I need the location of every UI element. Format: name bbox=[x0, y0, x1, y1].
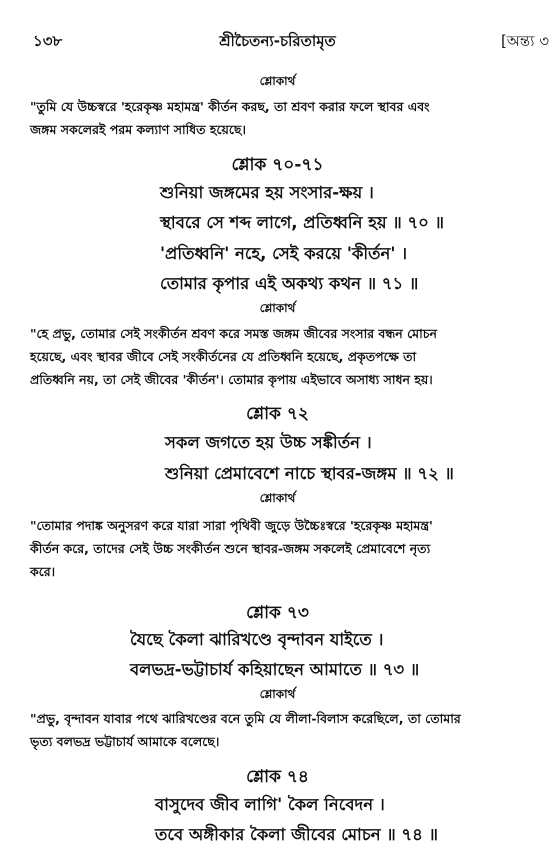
verse-line: তোমার কৃপার এই অকথ্য কথন ॥ ৭১ ॥ bbox=[160, 274, 419, 293]
translation-label: শ্লোকার্থ bbox=[259, 491, 296, 505]
translation-line: "প্রভু, বৃন্দাবন যাবার পথে ঝারিখণ্ডের বনে তুমি যে লীলা-বিলাস করেছিলে, তা তোমার bbox=[30, 711, 461, 726]
verse-line: বলভদ্র-ভট্টাচার্য কহিয়াছেন আমাতে ॥ ৭৩ ॥ bbox=[130, 660, 420, 679]
verse-line: স্থাবরে সে শব্দ লাগে, প্রতিধ্বনি হয় ॥ ৭০ ॥ bbox=[160, 213, 444, 232]
verse-line: বাসুদেব জীব লাগি' কৈল নিবেদন । bbox=[155, 795, 385, 814]
verse-heading: শ্লোক ৭৪ bbox=[246, 767, 309, 787]
translation-paragraph bbox=[30, 707, 535, 753]
translation-paragraph bbox=[30, 514, 535, 583]
translation-label: শ্লোকার্থ bbox=[259, 301, 296, 315]
verse-line: যৈছে কৈলা ঝারিখণ্ডে বৃন্দাবন যাইতে । bbox=[130, 630, 384, 649]
book-title: শ্রীচৈতন্য-চরিতামৃত bbox=[219, 32, 336, 50]
verse-line: তবে অঙ্গীকার কৈলা জীবের মোচন ॥ ৭৪ ॥ bbox=[155, 825, 438, 844]
translation-line: জঙ্গম সকলেরই পরম কল্যাণ সাধিত হয়েছে। bbox=[30, 122, 246, 137]
verse-heading: শ্লোক ৭০-৭১ bbox=[231, 155, 324, 175]
chapter-marker: [অন্ত্য ৩ bbox=[500, 32, 549, 50]
translation-paragraph bbox=[30, 95, 535, 141]
page-header bbox=[0, 30, 555, 52]
verse-line: 'প্রতিধ্বনি' নহে, সেই করয়ে 'কীর্তন' । bbox=[160, 244, 408, 263]
translation-line: কীর্তন করে, তাদের সেই উচ্চ সংকীর্তন শুনে স্থাবর-জঙ্গম সকলেই প্রেমাবেশে নৃত্য bbox=[30, 541, 431, 556]
verse-line: শুনিয়া জঙ্গমের হয় সংসার-ক্ষয় । bbox=[160, 183, 374, 202]
translation-line: ভৃত্য বলভদ্র ভট্টাচার্য আমাকে বলেছে। bbox=[30, 734, 220, 749]
translation-label: শ্লোকার্থ bbox=[259, 687, 296, 701]
page-number: ১৩৮ bbox=[33, 32, 63, 50]
translation-line: করে। bbox=[30, 564, 56, 579]
verse-heading: শ্লোক ৭২ bbox=[246, 404, 309, 424]
verse-line: সকল জগতে হয় উচ্চ সঙ্কীর্তন । bbox=[165, 433, 372, 452]
translation-line: প্রতিধ্বনি নয়, তা সেই জীবের 'কীর্তন'। তোমার কৃপায় এইভাবে অসাধ্য সাধন হয়। bbox=[30, 372, 433, 387]
translation-line: "তোমার পদাঙ্ক অনুসরণ করে যারা সারা পৃথিবী জুড়ে উচ্চৈঃস্বরে 'হরেকৃষ্ণ মহামন্ত্র' bbox=[30, 518, 433, 533]
translation-line: হয়েছে, এবং স্থাবর জীবে সেই সংকীর্তনের যে প্রতিধ্বনি হয়েছে, প্রকৃতপক্ষে তা bbox=[30, 349, 417, 364]
translation-line: "তুমি যে উচ্চস্বরে 'হরেকৃষ্ণ মহামন্ত্র' কীর্তন করছ, তা শ্রবণ করার ফলে স্থাবর এবং bbox=[30, 99, 430, 114]
translation-label: শ্লোকার্থ bbox=[259, 74, 296, 88]
verse-heading: শ্লোক ৭৩ bbox=[246, 603, 309, 623]
translation-line: "হে প্রভু, তোমার সেই সংকীর্তন শ্রবণ করে সমস্ত জঙ্গম জীবের সংসার বন্ধন মোচন bbox=[30, 326, 437, 341]
verse-line: শুনিয়া প্রেমাবেশে নাচে স্থাবর-জঙ্গম ॥ ৭২ ॥ bbox=[165, 464, 454, 483]
translation-paragraph bbox=[30, 322, 535, 391]
